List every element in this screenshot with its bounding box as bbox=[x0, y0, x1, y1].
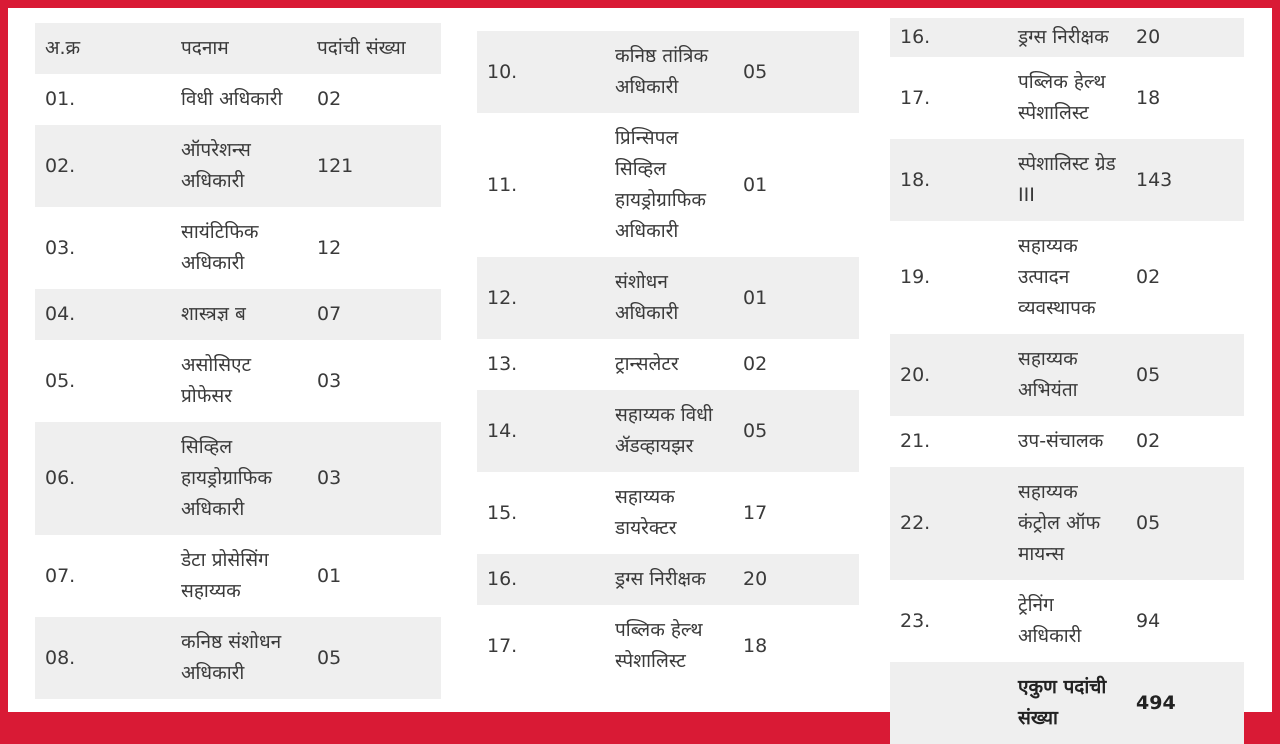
row-sno: 22. bbox=[890, 467, 1008, 580]
row-sno: 16. bbox=[477, 554, 605, 605]
row-count: 02 bbox=[743, 353, 768, 375]
table-row bbox=[35, 289, 441, 340]
row-count: 01 bbox=[743, 173, 768, 196]
row-sno: 18. bbox=[890, 139, 1008, 221]
table-row bbox=[35, 207, 441, 289]
total-row bbox=[890, 662, 1244, 744]
row-post: सहाय्यक अभियंता bbox=[1008, 334, 1126, 416]
row-sno: 14. bbox=[477, 390, 605, 472]
row-sno: 03. bbox=[45, 236, 76, 259]
row-sno: 15. bbox=[487, 501, 518, 524]
row-count: 143 bbox=[1126, 139, 1244, 221]
row-post: सहाय्यक डायरेक्टर bbox=[615, 486, 677, 539]
row-post: शास्त्रज्ञ ब bbox=[171, 289, 307, 340]
row-count: 02 bbox=[1136, 430, 1161, 452]
table-row bbox=[35, 617, 441, 699]
row-count: 01 bbox=[317, 564, 342, 587]
row-sno: 05. bbox=[45, 369, 76, 392]
page-frame bbox=[8, 8, 1272, 729]
table-row bbox=[477, 390, 859, 472]
row-post: पब्लिक हेल्थ स्पेशालिस्ट bbox=[1018, 71, 1106, 124]
table-row bbox=[890, 57, 1244, 139]
row-post: उप-संचालक bbox=[1018, 430, 1104, 452]
table-row bbox=[890, 334, 1244, 416]
table-row bbox=[890, 467, 1244, 580]
table-row bbox=[477, 472, 859, 554]
row-sno: 07. bbox=[45, 564, 76, 587]
row-sno: 19. bbox=[900, 266, 931, 288]
row-sno: 10. bbox=[477, 31, 605, 113]
row-post: सिव्हिल हायड्रोग्राफिक अधिकारी bbox=[171, 422, 307, 535]
row-post: पब्लिक हेल्थ स्पेशालिस्ट bbox=[615, 619, 703, 672]
row-count: 18 bbox=[743, 634, 768, 657]
row-post: स्पेशालिस्ट ग्रेड III bbox=[1008, 139, 1126, 221]
row-sno: 16. bbox=[890, 18, 1008, 57]
row-sno: 08. bbox=[35, 617, 171, 699]
table-row bbox=[890, 18, 1244, 57]
table-row bbox=[35, 422, 441, 535]
row-count: 02 bbox=[1136, 266, 1161, 288]
row-count: 121 bbox=[307, 125, 441, 207]
table-row bbox=[477, 554, 859, 605]
table-column-1 bbox=[35, 23, 441, 699]
table-row bbox=[35, 74, 441, 125]
row-post: ट्रेनिंग अधिकारी bbox=[1018, 594, 1082, 647]
row-sno: 17. bbox=[900, 86, 931, 109]
table-row bbox=[477, 257, 859, 339]
row-sno: 12. bbox=[477, 257, 605, 339]
table-header-row bbox=[35, 23, 441, 74]
row-count: 03 bbox=[317, 369, 342, 392]
row-sno: 23. bbox=[900, 609, 931, 632]
row-count: 03 bbox=[307, 422, 441, 535]
row-sno: 04. bbox=[35, 289, 171, 340]
row-count: 05 bbox=[733, 31, 859, 113]
row-post: डेटा प्रोसेसिंग सहाय्यक bbox=[181, 549, 269, 602]
row-post: सहाय्यक विधी ॲडव्हायझर bbox=[605, 390, 733, 472]
row-sno: 21. bbox=[900, 430, 931, 452]
total-count: 494 bbox=[1126, 662, 1244, 744]
table-row bbox=[477, 31, 859, 113]
header-post: पदनाम bbox=[171, 23, 307, 74]
row-post: प्रिन्सिपल सिव्हिल हायड्रोग्राफिक अधिकारी bbox=[615, 127, 706, 242]
table-row bbox=[477, 339, 859, 390]
row-post: विधी अधिकारी bbox=[181, 88, 283, 110]
header-count: पदांची संख्या bbox=[307, 23, 441, 74]
total-sno bbox=[890, 662, 1008, 744]
row-sno: 06. bbox=[35, 422, 171, 535]
table-row bbox=[35, 340, 441, 422]
row-post: कनिष्ठ तांत्रिक अधिकारी bbox=[605, 31, 733, 113]
row-count: 05 bbox=[1126, 334, 1244, 416]
row-count: 17 bbox=[743, 501, 768, 524]
row-post: असोसिएट प्रोफेसर bbox=[181, 354, 252, 407]
row-post: कनिष्ठ संशोधन अधिकारी bbox=[171, 617, 307, 699]
row-post: ड्रग्स निरीक्षक bbox=[605, 554, 733, 605]
row-count: 05 bbox=[1126, 467, 1244, 580]
posts-table-1 bbox=[35, 23, 441, 699]
table-row bbox=[890, 221, 1244, 334]
row-count: 01 bbox=[733, 257, 859, 339]
row-count: 94 bbox=[1136, 609, 1161, 632]
total-label: एकुण पदांची संख्या bbox=[1008, 662, 1126, 744]
row-post: सहाय्यक उत्पादन व्यवस्थापक bbox=[1018, 235, 1096, 319]
row-count: 05 bbox=[307, 617, 441, 699]
posts-table-3 bbox=[890, 18, 1244, 744]
row-sno: 01. bbox=[45, 88, 76, 110]
table-row bbox=[35, 535, 441, 617]
row-post: संशोधन अधिकारी bbox=[605, 257, 733, 339]
row-sno: 11. bbox=[487, 173, 518, 196]
row-post: ऑपरेशन्स अधिकारी bbox=[171, 125, 307, 207]
row-sno: 20. bbox=[890, 334, 1008, 416]
row-count: 07 bbox=[307, 289, 441, 340]
row-post: ट्रान्सलेटर bbox=[615, 353, 679, 375]
header-sno: अ.क्र bbox=[35, 23, 171, 74]
table-column-2 bbox=[477, 31, 859, 687]
row-post: ड्रग्स निरीक्षक bbox=[1008, 18, 1126, 57]
table-row bbox=[890, 580, 1244, 662]
posts-table-2 bbox=[477, 31, 859, 687]
row-post: सायंटिफिक अधिकारी bbox=[181, 221, 259, 274]
row-count: 12 bbox=[317, 236, 342, 259]
row-count: 02 bbox=[317, 88, 342, 110]
table-row bbox=[477, 605, 859, 687]
row-sno: 17. bbox=[487, 634, 518, 657]
row-count: 05 bbox=[733, 390, 859, 472]
row-count: 20 bbox=[733, 554, 859, 605]
row-count: 18 bbox=[1136, 86, 1161, 109]
row-sno: 02. bbox=[35, 125, 171, 207]
row-post: सहाय्यक कंट्रोल ऑफ मायन्स bbox=[1008, 467, 1126, 580]
table-column-3 bbox=[890, 18, 1244, 744]
table-row bbox=[35, 125, 441, 207]
row-count: 20 bbox=[1126, 18, 1244, 57]
table-row bbox=[477, 113, 859, 257]
table-row bbox=[890, 416, 1244, 467]
table-row bbox=[890, 139, 1244, 221]
row-sno: 13. bbox=[487, 353, 518, 375]
